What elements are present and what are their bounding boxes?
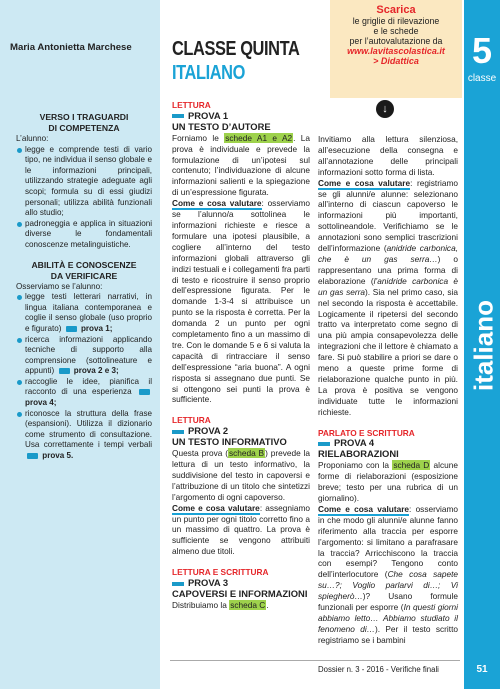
sidebar-heading-1-line1: VERSO I TRAGUARDI [39, 112, 129, 122]
page-subtitle: ITALIANO [172, 62, 245, 84]
prova-label: PROVA 2 [188, 425, 229, 437]
subject-label: italiano [468, 300, 499, 392]
prova-1-evaluation [172, 198, 310, 405]
evaluation-label: Come e cosa valutare [172, 198, 262, 209]
list-item [16, 409, 152, 462]
class-label: classe [467, 73, 497, 84]
list-item-prova-ref: prova 4; [25, 398, 57, 408]
author-name: Maria Antonietta Marchese [10, 42, 132, 53]
prova-2-text [172, 448, 310, 503]
list-item-prova-ref: prova 2 e 3; [73, 366, 119, 376]
text: . [266, 599, 269, 610]
list-item: legge e comprende testi di vario tipo, ne individua il senso globale e le informazioni principali, utilizzando strategie adeguate agli scopi; formula su di essi giudizi personali; utilizza abilità funzionali allo studio; [16, 145, 152, 219]
sidebar-intro-2: Osserviamo se l’alunno: [16, 281, 103, 291]
sidebar-heading-2-line2: DA VERIFICARE [50, 270, 118, 281]
text: )? Usano formule funzionali per esporre ( [318, 591, 458, 613]
arrow-tag-icon [27, 453, 38, 459]
evaluation-label: Come e cosa valutare [172, 502, 260, 513]
example-text: l’anidride carbonica è un gas serra [318, 275, 458, 297]
list-item-text: ricerca informazioni applicando tecniche di supporto alla comprensione (sottolineature e appunti) [25, 334, 152, 376]
scheda-link[interactable]: scheda B [228, 448, 265, 459]
competence-list [16, 145, 152, 251]
text: Forniamo le [172, 132, 219, 143]
list-item-text: raccoglie le idee, pianifica il racconto di una esperienza [25, 376, 152, 397]
sidebar [0, 0, 160, 689]
scheda-link[interactable]: scheda D [393, 460, 430, 471]
promo-link[interactable]: www.lavitascolastica.it [347, 46, 445, 56]
sidebar-intro-1: L’alunno: [16, 134, 49, 143]
text: . La prova è individuale e prevede la formulazione di un’ipotesi sul contenuto; l’individuazione di alcune informazioni salienti e la spiegazione di un’espressione figurata. [172, 132, 311, 198]
list-item [16, 377, 152, 409]
arrow-tag-icon [59, 368, 70, 374]
prova-label: PROVA 4 [334, 437, 375, 449]
text: Distribuiamo la [172, 599, 227, 610]
section-label: LETTURA E SCRITTURA [172, 567, 269, 578]
evaluation-label: Come e cosa valutare [318, 177, 411, 188]
example-text: anidride carbonica, che è un gas serra… [318, 243, 458, 264]
prova-3-title: CAPOVERSI E INFORMAZIONI [172, 587, 308, 599]
page-number: 51 [476, 664, 488, 675]
list-item-prova-ref: prova 5. [42, 451, 74, 461]
sidebar-content [16, 112, 152, 462]
list-item [16, 335, 152, 377]
list-item-text: riconosce la struttura della frase (espansioni). Utilizza il dizionario come strumento di consultazione. Usa correttamente i tempi verbali [25, 408, 152, 450]
promo-heading: Scarica [376, 4, 416, 16]
prova-3-text [172, 600, 310, 611]
sidebar-heading-2 [16, 260, 152, 282]
prova-2-title: UN TESTO INFORMATIVO [172, 436, 287, 448]
prova-1-title: UN TESTO D’AUTORE [172, 120, 271, 132]
example-text: Che cosa sapete su…?; Voglio parlarvi di…; Vi spiegherò… [318, 569, 458, 602]
prova-bar-icon [318, 442, 330, 446]
section-label: PARLATO E SCRITTURA [318, 427, 415, 438]
prova-label: PROVA 1 [188, 109, 229, 121]
section-label: LETTURA [172, 415, 211, 426]
sidebar-heading-2-line1: ABILITÀ E CONOSCENZE [31, 259, 137, 270]
prova-4-title: RIELABORAZIONI [318, 448, 399, 460]
text: ) prevede la lettura di un testo informativo, la suddivisione del testo in capoversi e l’attribuzione di un titolo che sintetizzi l’argomento di ogni capoverso. [172, 448, 310, 502]
text: ). Per il testo scritto registriamo se i bambini [318, 623, 458, 645]
promo-text-3: per l’autovalutazione da [349, 36, 443, 46]
example-text: In questi giorni abbiamo letto… Abbiamo studiato il fenomeno di… [318, 602, 458, 634]
footer-divider [170, 660, 460, 661]
prova-3-evaluation [318, 178, 458, 418]
column-2 [318, 134, 458, 646]
list-item-text: legge testi letterari narrativi, in lingua italiana contemporanea e coglie il senso globale (uso proprio e figurato) [25, 292, 152, 333]
download-arrow-icon[interactable]: ↓ [376, 100, 394, 118]
footer-text: Dossier n. 3 - 2016 - Verifiche finali [318, 665, 439, 674]
arrow-tag-icon [139, 389, 150, 395]
prova-label: PROVA 3 [188, 577, 229, 589]
sidebar-heading-1 [16, 112, 152, 134]
page-title: CLASSE QUINTA [172, 38, 300, 60]
prova-4-evaluation [318, 504, 458, 646]
list-item [16, 292, 152, 334]
promo-text-2: e le schede [373, 26, 419, 36]
prova-3-continued: Invitiamo alla lettura silenziosa, all’esecuzione della consegna e all’annotazione delle principali informazioni sotto forma di lista. [318, 134, 458, 177]
scheda-link[interactable]: schede A1 e A2 [225, 132, 293, 143]
section-label: LETTURA [172, 100, 211, 110]
promo-link-section[interactable]: > Didattica [373, 56, 419, 66]
list-item: padroneggia e applica in situazioni diverse le fondamentali conoscenze metalinguistiche. [16, 219, 152, 251]
list-item-prova-ref: prova 1; [80, 323, 113, 333]
evaluation-label: Come e cosa valutare [318, 503, 410, 514]
download-promo[interactable] [330, 0, 462, 98]
sidebar-heading-1-line2: DI COMPETENZA [48, 123, 120, 133]
text: Questa prova ( [172, 448, 228, 459]
prova-bar-icon [172, 582, 184, 586]
text: Proponiamo con la [318, 460, 390, 471]
arrow-tag-icon [66, 326, 77, 332]
prova-bar-icon [172, 114, 184, 118]
prova-1-text [172, 133, 310, 198]
text: : registriamo se gli alunni/e alunne: selezionano all’interno di ciascun capoverso le informazioni più importanti, sottolineandole. Verifichiamo se le annotazioni sono semplici trascrizioni dell’informazione ( [318, 177, 458, 254]
text: : osserviamo in che modo gli alunni/e alunne fanno riferimento alla traccia per esporre l’argomento: si limitano a parafrasare la traccia? Arricchiscono la traccia con esempi? Tengono conto dell’interlocutore ( [318, 503, 458, 580]
text: ) o rappresentano una prima forma di elaborazione ( [318, 253, 458, 286]
text: ). Sia nel primo caso, sia nel secondo la risposta è accettabile. Logicamente il ripetersi del secondo tratto va interpretato come segno di una più ampia consapevolezza delle integrazioni che il lettore è chiamato a fare. Si può stabilire a priori se dare o meno a queste prime forme di rielaborazione qualche punto in più. La prova è positiva se vengono individuate tutte le informazioni richieste. [318, 286, 459, 417]
column-1 [172, 100, 310, 611]
text: alcune forme di rielaborazioni (esposizione breve; testo per una rubrica di un giornalino). [318, 460, 459, 503]
prova-bar-icon [172, 430, 184, 434]
skills-list [16, 292, 152, 462]
text: : osserviamo se l’alunno/a sottolinea le informazioni richieste e riesce a formulare una ipotesi plausibile, a cogliere all’interno del testo informazioni globali attraverso gli indizi testuali e i collegamenti fra parti di testo e ricostruire il senso proprio dell’espressione figurata. Per le domande 1-3-4 si attribuisce un punto se la risposta è corretta. Per la domanda 2 un punto per ogni completamento fino a un massimo di tre. Con le domande 5 e 6 si valuta la capacità di rintracciare il senso dell’espressione “aria buona”. A ogni risposta si assegnano due punti. Se si ottengono sei punti la prova è sufficiente. [172, 198, 310, 405]
section-strip [464, 0, 500, 689]
promo-text-1: le griglie di rilevazione [352, 16, 440, 26]
prova-4-text [318, 460, 458, 504]
text: : assegniamo un punto per ogni titolo corretto fino a un massimo di quattro. La prova è sufficiente se vengono attribuiti almeno due titoli. [172, 502, 310, 557]
scheda-link[interactable]: scheda C [230, 599, 266, 610]
prova-2-evaluation [172, 503, 310, 558]
class-number: 5 [471, 30, 493, 71]
